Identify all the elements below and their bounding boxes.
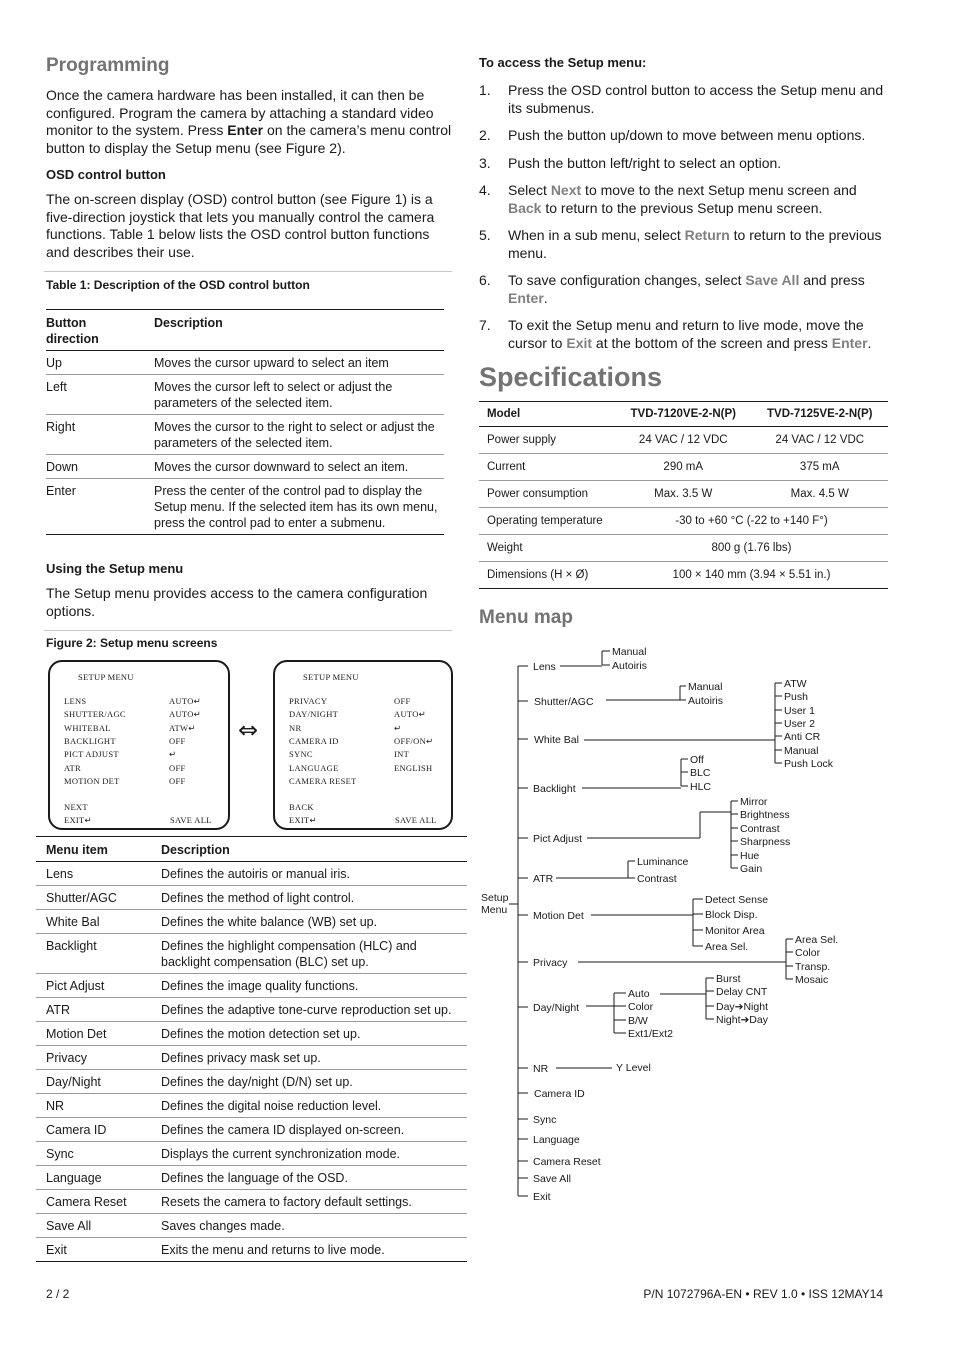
step-number: 1. (479, 82, 491, 98)
menu-item-cell: Pict Adjust (36, 974, 151, 998)
menu-map-option: Mirror (740, 796, 768, 808)
menu-map-option: Luminance (637, 856, 689, 868)
menu-description-cell: Resets the camera to factory default settings. (151, 1190, 467, 1214)
table1-caption: Table 1: Description of the OSD control button (46, 278, 310, 292)
screen-option-value: OFF (169, 735, 186, 746)
menu-item-cell: Camera Reset (36, 1190, 151, 1214)
screen-option-value: OFF (169, 775, 186, 786)
menu-item-cell: Shutter/AGC (36, 886, 151, 910)
menu-map-item: Camera Reset (533, 1156, 601, 1168)
osd-col-description: Description (154, 310, 444, 351)
menu-map-item: NR (533, 1063, 549, 1075)
step-number: 7. (479, 317, 491, 333)
screen-nav-label: NEXT (64, 802, 88, 812)
spec-label-cell: Power consumption (479, 481, 615, 508)
menu-map-item: Shutter/AGC (534, 696, 594, 708)
menu-keyword: Enter (831, 334, 868, 351)
step-text: When in a sub menu, select (508, 227, 685, 243)
menu-map-item: ATR (533, 873, 554, 885)
menu-item-cell: Exit (36, 1238, 151, 1262)
step-text: and press (799, 272, 865, 288)
screen-option-value: ENGLISH (394, 762, 433, 773)
screen-option-label: PICT ADJUST (64, 749, 119, 760)
menu-map-item: White Bal (534, 734, 579, 746)
screen-exit-label: EXIT↵ (64, 815, 92, 825)
screen-option-label: CAMERA ID (289, 735, 339, 746)
menu-item-cell: Day/Night (36, 1070, 151, 1094)
menu-map-item: Sync (533, 1114, 557, 1126)
menu-map-option: Area Sel. (705, 941, 749, 953)
spec-value-cell: 24 VAC / 12 VDC (752, 427, 889, 454)
menu-item-cell: Save All (36, 1214, 151, 1238)
menu-map-option: Monitor Area (705, 925, 765, 937)
screen-save-label: SAVE ALL (395, 815, 437, 825)
spec-label-cell: Operating temperature (479, 508, 615, 535)
menu-map-option: Day➔Night (716, 1001, 768, 1013)
menu-map-item: Privacy (533, 957, 568, 969)
menu-map-item: Lens (533, 661, 556, 673)
menu-description-cell: Defines the method of light control. (151, 886, 467, 910)
menu-map-option: Manual (688, 681, 723, 693)
menu-map-item: Camera ID (534, 1088, 585, 1100)
step-text: to return to the previous menu. (508, 227, 882, 261)
menu-map-option: Anti CR (784, 731, 821, 743)
step-number: 2. (479, 127, 491, 143)
description-cell: Moves the cursor upward to select an item (154, 351, 444, 375)
spec-value-cell: Max. 3.5 W (615, 481, 752, 508)
access-setup-heading: To access the Setup menu: (479, 55, 647, 70)
menu-description-cell: Defines the image quality functions. (151, 974, 467, 998)
menu-map-option: BLC (690, 767, 711, 779)
menu-item-cell: Sync (36, 1142, 151, 1166)
menu-map-option: B/W (628, 1015, 648, 1027)
menu-description-cell: Displays the current synchronization mode. (151, 1142, 467, 1166)
screen-option-label: LENS (64, 696, 87, 706)
menu-description-cell: Defines privacy mask set up. (151, 1046, 467, 1070)
step-text: Press the OSD control button to access the Setup menu and its submenus. (508, 82, 884, 116)
spec-value-cell: 100 × 140 mm (3.94 × 5.51 in.) (615, 562, 888, 589)
menu-map-option: Contrast (740, 823, 780, 835)
menu-description-cell: Exits the menu and returns to live mode. (151, 1238, 467, 1262)
screen-save-label: SAVE ALL (170, 815, 212, 825)
menu-map-option: ATW (784, 678, 807, 690)
menu-map-option: Color (795, 947, 821, 959)
menu-item-cell: Privacy (36, 1046, 151, 1070)
menu-description-cell: Defines the autoiris or manual iris. (151, 862, 467, 886)
swap-arrow-icon: ⇔ (238, 716, 259, 744)
menu-item-cell: NR (36, 1094, 151, 1118)
direction-cell: Right (46, 415, 154, 455)
screen-option-label: NR (289, 722, 302, 733)
spec-label-cell: Dimensions (H × Ø) (479, 562, 615, 589)
screen-option-value: INT (394, 749, 410, 760)
specifications-heading: Specifications (479, 362, 663, 392)
screen-option-label: SYNC (289, 749, 313, 760)
menu-description-cell: Defines the adaptive tone-curve reproduction set up. (151, 998, 467, 1022)
menu-map-option: Burst (716, 973, 741, 985)
using-setup-heading: Using the Setup menu (46, 561, 184, 576)
spec-value-cell: 375 mA (752, 454, 889, 481)
step-number: 4. (479, 182, 491, 198)
menu-description-cell: Defines the digital noise reduction level. (151, 1094, 467, 1118)
osd-col-direction: Button direction (46, 310, 154, 351)
menu-map-item: Day/Night (533, 1002, 580, 1014)
menu-map-option: Autoiris (612, 660, 648, 672)
step-text: to return to the previous Setup menu screen. (541, 199, 823, 216)
page-number: 2 / 2 (46, 1287, 70, 1301)
menu-item-cell: Backlight (36, 934, 151, 974)
screen-option-value: ↵ (169, 749, 177, 760)
spec-col-model: Model (479, 402, 615, 427)
step-text: . (543, 289, 548, 306)
menu-description-cell: Defines the highlight compensation (HLC) and backlight compensation (BLC) set up. (151, 934, 467, 974)
spec-label-cell: Power supply (479, 427, 615, 454)
menu-item-cell: Language (36, 1166, 151, 1190)
spec-col-model-a: TVD-7120VE-2-N(P) (615, 402, 752, 427)
menu-map-option: User 2 (784, 718, 815, 730)
programming-intro: Once the camera hardware has been installed, it can then be configured. Program the camera by attaching a standard video monitor to the system. Press Enter on the camera’s menu control button to display the Setup menu (see Figure 2). (46, 87, 452, 156)
step-text: at the bottom of the screen and press (592, 334, 832, 351)
figure2-caption: Figure 2: Setup menu screens (46, 636, 218, 650)
screen-option-label: ATR (64, 762, 81, 773)
menu-item-cell: White Bal (36, 910, 151, 934)
programming-heading: Programming (46, 55, 170, 76)
menu-item-cell: Camera ID (36, 1118, 151, 1142)
step-text: Select (508, 182, 551, 198)
menu-description-cell: Defines the white balance (WB) set up. (151, 910, 467, 934)
screen-option-value: OFF (169, 762, 186, 773)
step-text: . (867, 334, 872, 351)
menu-map-option: Push Lock (784, 758, 834, 770)
menu-description-cell: Defines the day/night (D/N) set up. (151, 1070, 467, 1094)
step-number: 6. (479, 272, 491, 288)
screen-exit-label: EXIT↵ (289, 815, 317, 825)
menu-keyword: Save All (745, 272, 800, 288)
menu-map-root: Setup (481, 892, 509, 904)
menu-description-cell: Saves changes made. (151, 1214, 467, 1238)
menu-map-item: Backlight (533, 783, 576, 795)
menu-map-option: Block Disp. (705, 909, 758, 921)
menu-description-cell: Defines the language of the OSD. (151, 1166, 467, 1190)
menu-map-option: Manual (784, 745, 819, 757)
screen-option-value: AUTO↵ (169, 709, 202, 720)
spec-label-cell: Current (479, 454, 615, 481)
description-cell: Moves the cursor left to select or adjust the parameters of the selected item. (154, 375, 444, 415)
menu-map-option: Push (784, 691, 808, 703)
menu-map-option: Color (628, 1001, 654, 1013)
menu-map-option: Auto (628, 988, 650, 1000)
using-setup-text: The Setup menu provides access to the camera configuration options. (46, 585, 428, 619)
spec-value-cell: 290 mA (615, 454, 752, 481)
menu-item-cell: Motion Det (36, 1022, 151, 1046)
menu-map-option: Manual (612, 646, 647, 658)
menu-map-option: Area Sel. (795, 934, 839, 946)
menu-map-item: Exit (533, 1191, 551, 1203)
menu-item-cell: Lens (36, 862, 151, 886)
menu-item-cell: ATR (36, 998, 151, 1022)
step-number: 3. (479, 154, 491, 171)
step-text: To save configuration changes, select (508, 272, 746, 288)
menu-map-item: Save All (533, 1173, 571, 1185)
screen-title: SETUP MENU (303, 672, 359, 682)
screen-option-value: ATW↵ (169, 722, 196, 733)
menu-map-option: Night➔Day (716, 1014, 768, 1026)
description-cell: Press the center of the control pad to display the Setup menu. If the selected item has its own menu, press the control pad to enter a submenu. (154, 479, 444, 535)
direction-cell: Down (46, 455, 154, 479)
osd-description: The on-screen display (OSD) control button (see Figure 1) is a five-direction joystick that lets you manually control the camera functions. Table 1 below lists the OSD control button functions and describes their use. (46, 191, 435, 260)
menu-map-option: Delay CNT (716, 986, 768, 998)
screen-option-value: OFF/ON↵ (394, 735, 434, 746)
menu-keyword: Enter (508, 289, 544, 306)
screen-option-label: SHUTTER/AGC (64, 709, 126, 720)
menu-keyword: Exit (566, 334, 593, 351)
menu-description-cell: Defines the camera ID displayed on-screen. (151, 1118, 467, 1142)
spec-label-cell: Weight (479, 535, 615, 562)
spec-value-cell: Max. 4.5 W (752, 481, 889, 508)
step-text: to move to the next Setup menu screen and (581, 182, 857, 198)
menu-map-option: Brightness (740, 809, 790, 821)
screen-nav-label: BACK (289, 802, 314, 812)
screen-option-label: DAY/NIGHT (289, 709, 339, 720)
step-number: 5. (479, 227, 491, 243)
menu-map-option: HLC (690, 781, 712, 793)
osd-heading: OSD control button (46, 167, 166, 182)
screen-option-label: BACKLIGHT (64, 735, 116, 746)
menu-map-root: Menu (481, 904, 508, 916)
menu-map-option: Mosaic (795, 974, 829, 986)
menu-map-heading: Menu map (479, 607, 573, 628)
menu-map-item: Motion Det (533, 910, 584, 922)
direction-cell: Enter (46, 479, 154, 535)
screen-option-value: ↵ (394, 722, 402, 733)
direction-cell: Up (46, 351, 154, 375)
spec-value-cell: 800 g (1.76 lbs) (615, 535, 888, 562)
screen-option-label: PRIVACY (289, 696, 328, 706)
step-text: To exit the Setup menu and return to live mode, move the cursor to (508, 317, 864, 351)
spec-col-model-b: TVD-7125VE-2-N(P) (752, 402, 889, 427)
menu-keyword: Next (550, 182, 582, 198)
step-text: Push the button up/down to move between menu options. (508, 127, 866, 143)
menu-map-option: Transp. (795, 961, 831, 973)
menu-map-option: Gain (740, 863, 763, 875)
direction-cell: Left (46, 375, 154, 415)
screen-option-value: AUTO↵ (394, 709, 427, 720)
description-cell: Moves the cursor to the right to select or adjust the parameters of the selected item. (154, 415, 444, 455)
menu-map-option: Hue (740, 850, 760, 862)
part-number: P/N 1072796A-EN • REV 1.0 • ISS 12MAY14 (643, 1287, 883, 1301)
menu-map-option: Autoiris (688, 695, 724, 707)
screen-option-label: WHITEBAL (64, 722, 111, 733)
menu-map-option: Detect Sense (705, 894, 769, 906)
menu-map-option: Sharpness (740, 836, 791, 848)
menu-map-option: Y Level (616, 1062, 651, 1074)
menu-map-option: User 1 (784, 705, 815, 717)
spec-value-cell: 24 VAC / 12 VDC (615, 427, 752, 454)
screen-option-label: LANGUAGE (289, 762, 339, 773)
screen-option-label: MOTION DET (64, 775, 120, 786)
screen-option-value: OFF (394, 696, 411, 706)
menu-map-option: Contrast (637, 873, 677, 885)
description-cell: Moves the cursor downward to select an item. (154, 455, 444, 479)
menu-map-option: Off (690, 754, 704, 766)
menu-col-item: Menu item (36, 837, 151, 862)
menu-map-option: Ext1/Ext2 (628, 1028, 673, 1040)
menu-keyword: Back (508, 199, 542, 216)
screen-option-value: AUTO↵ (169, 696, 202, 706)
screen-title: SETUP MENU (78, 672, 134, 682)
menu-map-item: Pict Adjust (533, 833, 583, 845)
menu-map-item: Language (533, 1134, 580, 1146)
menu-col-description: Description (151, 837, 467, 862)
step-text: Push the button left/right to select an option. (508, 154, 782, 171)
menu-keyword: Return (684, 227, 730, 243)
spec-value-cell: -30 to +60 °C (-22 to +140 F°) (615, 508, 888, 535)
screen-option-label: CAMERA RESET (289, 775, 357, 786)
menu-description-cell: Defines the motion detection set up. (151, 1022, 467, 1046)
